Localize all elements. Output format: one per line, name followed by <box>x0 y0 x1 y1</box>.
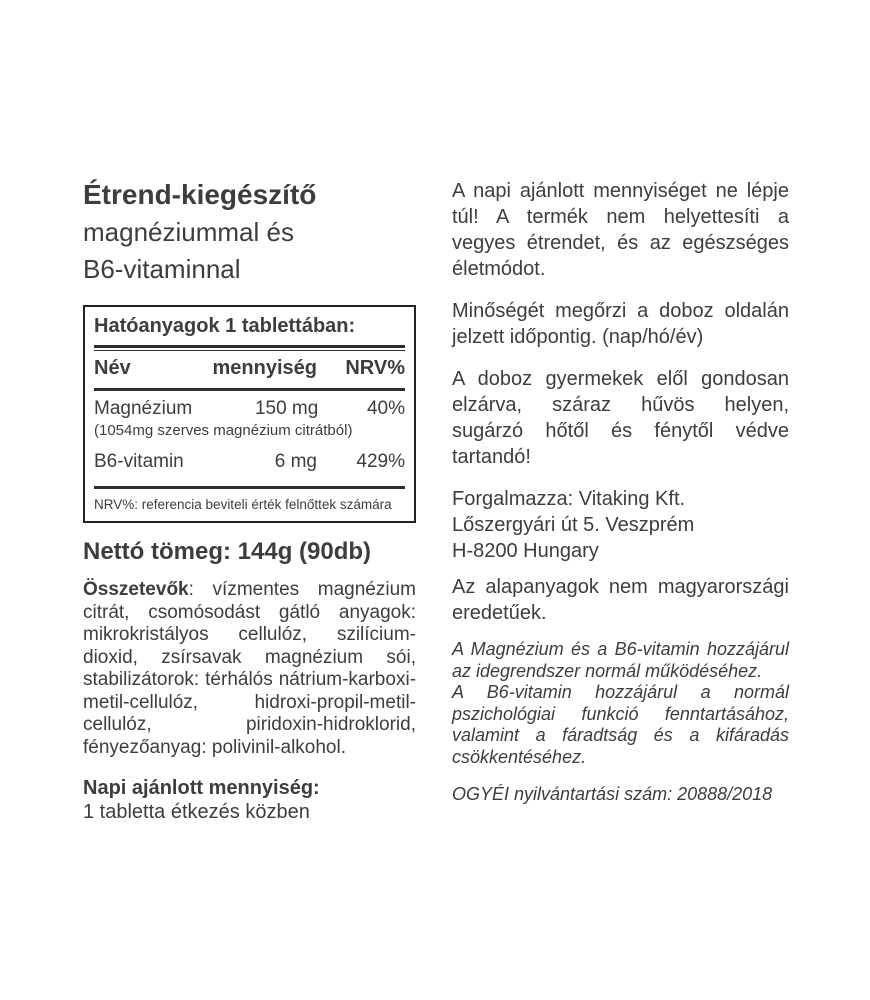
table-header-row <box>94 351 405 388</box>
net-weight: Nettó tömeg: 144g (90db) <box>83 538 372 565</box>
distributor-city: H-8200 Hungary <box>452 540 599 562</box>
daily-dose-heading: Napi ajánlott mennyiség: <box>83 777 320 799</box>
health-claim-2: A B6-vitamin hozzájárul a normál pszichológiai funkció fenntartásához, valamint a fáradtság és a kifáradás csökkentéséhez. <box>452 682 789 767</box>
storage-paragraph: A doboz gyermekek elől gondosan elzárva, száraz hűvös helyen, sugárzó hőtől és fénytől védve tartandó! <box>452 368 789 468</box>
column-header-amount: mennyiség <box>212 357 317 379</box>
best-before-paragraph: Minőségét megőrzi a doboz oldalán jelzett időpontig. (nap/hó/év) <box>452 300 789 348</box>
nrv-footnote: NRV%: referencia beviteli érték felnőttek számára <box>94 497 392 512</box>
ingredient-name: B6-vitamin <box>94 451 184 472</box>
ingredient-source-note: (1054mg szerves magnézium citrátból) <box>94 422 353 439</box>
table-row <box>94 391 405 420</box>
health-claim-1: A Magnézium és a B6-vitamin hozzájárul az idegrendszer normál működéséhez. <box>452 639 789 681</box>
ingredients-paragraph <box>83 579 416 759</box>
ingredient-nrv: 40% <box>366 398 405 419</box>
product-title-sub2: B6-vitaminnal <box>83 254 241 284</box>
registration-number: OGYÉI nyilvántartási szám: 20888/2018 <box>452 784 773 804</box>
right-column <box>452 178 789 805</box>
distributor-block <box>452 486 789 564</box>
distributor-street: Lőszergyári út 5. Veszprém <box>452 514 695 536</box>
product-title <box>83 176 416 288</box>
ingredients-label: Összetevők <box>83 579 189 600</box>
left-column <box>83 176 416 824</box>
table-caption: Hatóanyagok 1 tablettában: <box>94 315 356 337</box>
ingredients-text: : vízmentes magnézium citrát, csomósodást gátló anyagok: mikrokristályos cellulóz, szilícium-dioxid, zsírsavak magnézium sói, stabilizátorok: térhálós nátrium-karboxi-metil-cellulóz, hidroxi-propil-metil-cellulóz, piridoxin-hidroklorid, fényezőanyag: polivinil-alkohol. <box>83 579 416 758</box>
origin-paragraph: Az alapanyagok nem magyarországi eredetűek. <box>452 576 789 624</box>
daily-dose-text: 1 tabletta étkezés közben <box>83 801 310 823</box>
ingredient-amount: 6 mg <box>274 451 317 472</box>
ingredient-name: Magnézium <box>94 398 193 419</box>
column-header-name: Név <box>94 357 131 379</box>
product-title-main: Étrend-kiegészítő <box>83 179 317 210</box>
distributor-name: Forgalmazza: Vitaking Kft. <box>452 488 686 510</box>
column-header-nrv: NRV% <box>345 357 405 379</box>
ingredient-nrv: 429% <box>356 451 405 472</box>
table-row <box>94 444 405 481</box>
ingredient-amount: 150 mg <box>254 398 319 419</box>
active-ingredients-table <box>83 305 416 523</box>
warning-paragraph: A napi ajánlott mennyiséget ne lépje túl! A termék nem helyettesíti a vegyes étrendet, és az egészséges életmódot. <box>452 180 789 280</box>
product-title-sub1: magnéziummal és <box>83 217 294 247</box>
health-claims-block <box>452 639 789 768</box>
